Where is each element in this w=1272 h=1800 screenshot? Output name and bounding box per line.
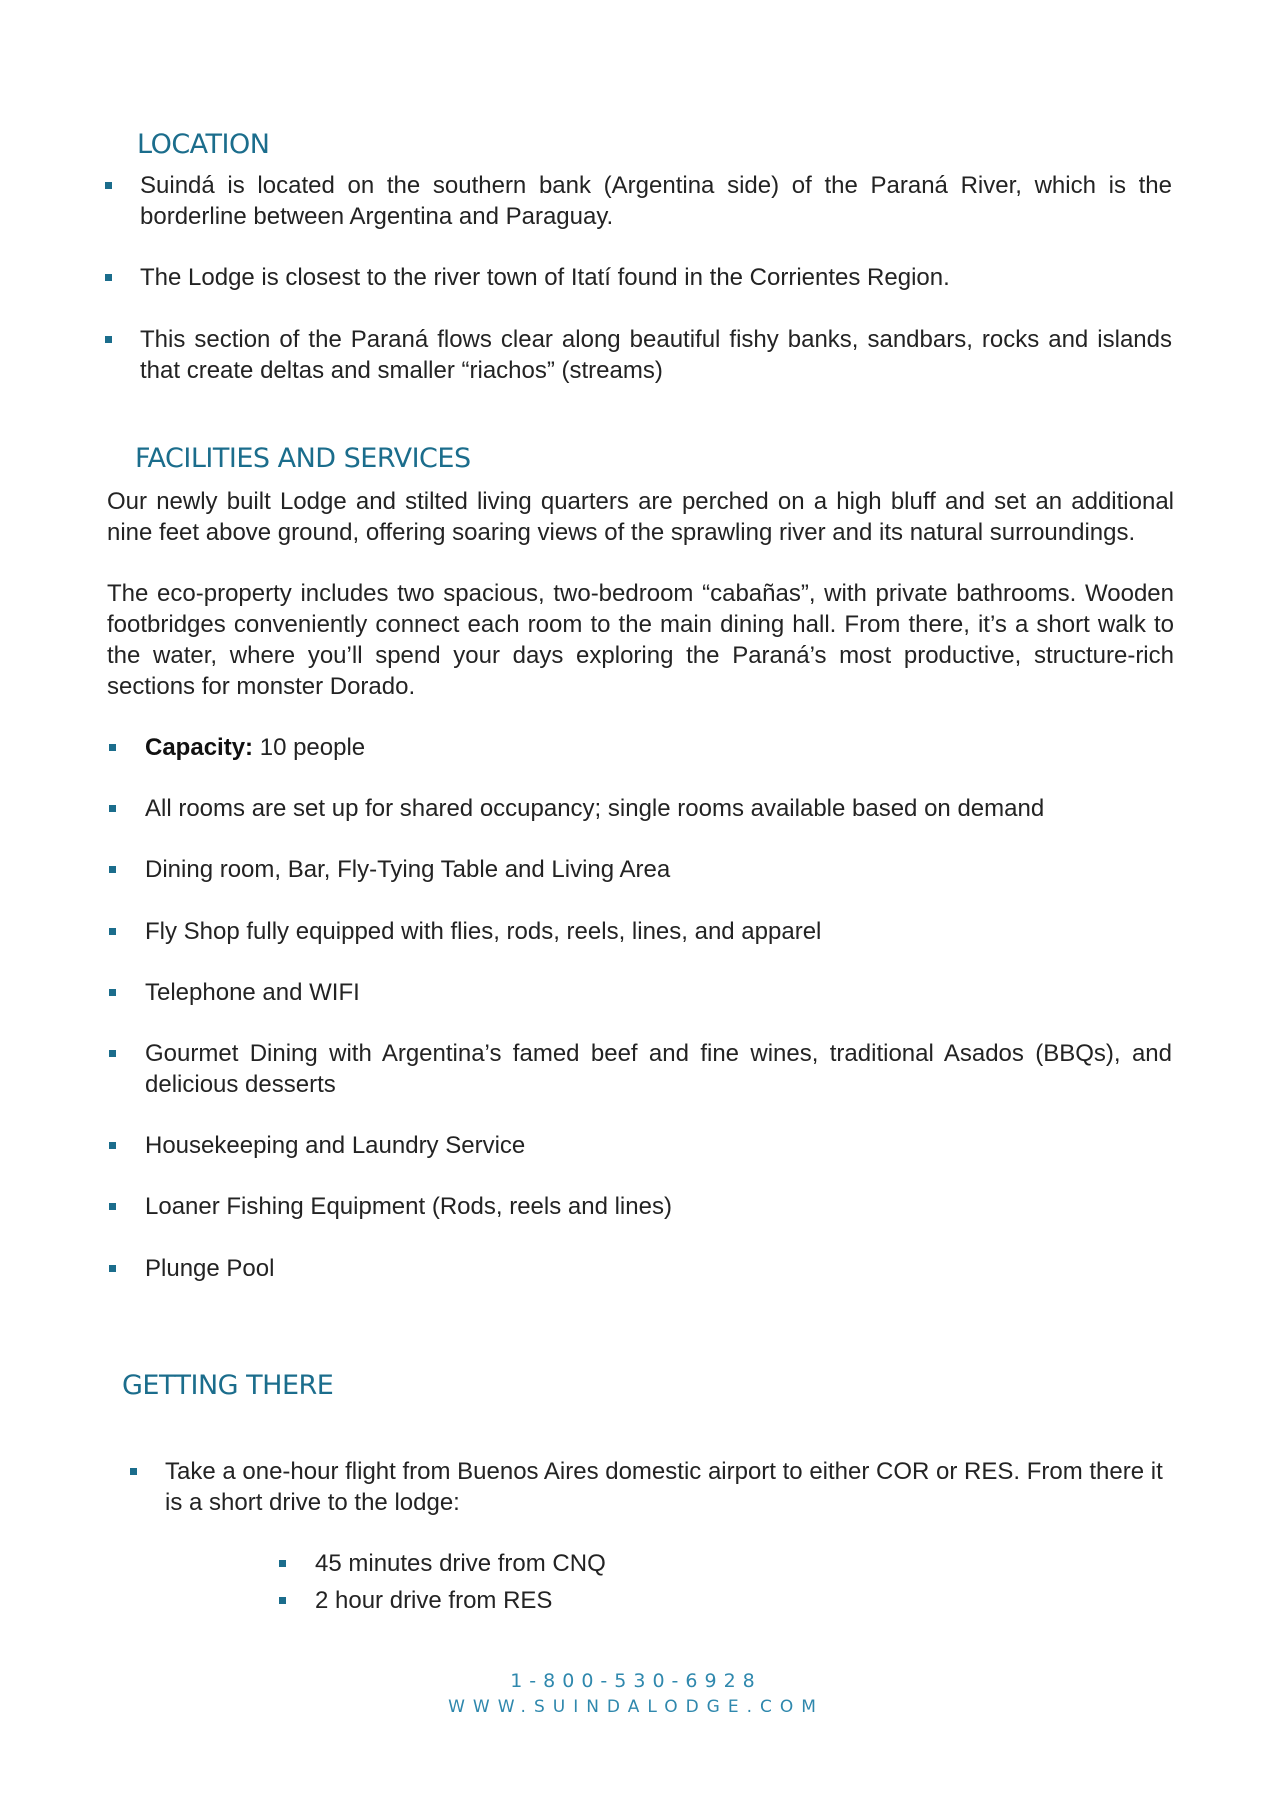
bullet-text: Take a one-hour flight from Buenos Aires domestic airport to either COR or RES. From there it is a short drive to the lodge: bbox=[165, 1458, 1163, 1516]
bullet-marker bbox=[109, 1050, 116, 1057]
location-bullet-1 bbox=[105, 170, 1172, 232]
bullet-marker bbox=[109, 805, 116, 812]
bullet-text: Gourmet Dining with Argentina’s famed beef and fine wines, traditional Asados (BBQs), and delicious desserts bbox=[145, 1040, 1172, 1098]
facilities-heading: FACILITIES AND SERVICES bbox=[135, 443, 471, 474]
bullet-text: Telephone and WIFI bbox=[145, 979, 360, 1006]
location-heading: LOCATION bbox=[137, 129, 270, 160]
bullet-marker bbox=[109, 1265, 116, 1272]
facilities-bullet bbox=[109, 1038, 1172, 1100]
bullet-marker bbox=[130, 1468, 137, 1475]
facilities-bullet bbox=[109, 916, 1172, 947]
facilities-bullet bbox=[109, 1253, 1172, 1284]
bullet-marker bbox=[109, 744, 116, 751]
bullet-text: 45 minutes drive from CNQ bbox=[315, 1550, 606, 1577]
bullet-text: Fly Shop fully equipped with flies, rods, reels, lines, and apparel bbox=[145, 918, 822, 945]
getting-there-sub-bullet bbox=[279, 1548, 979, 1579]
bullet-marker bbox=[105, 336, 112, 343]
bullet-marker bbox=[109, 928, 116, 935]
facilities-bullet bbox=[109, 793, 1172, 824]
facilities-paragraph-1: Our newly built Lodge and stilted living quarters are perched on a high bluff and set an additional nine feet above ground, offering soaring views of the sprawling river and its natural surroundings. bbox=[107, 488, 1174, 546]
bullet-marker bbox=[105, 274, 112, 281]
bullet-marker bbox=[279, 1560, 286, 1567]
facilities-bullet bbox=[109, 1130, 1172, 1161]
facilities-bullet bbox=[109, 977, 1172, 1008]
getting-there-sub-bullet bbox=[279, 1585, 979, 1616]
getting-there-bullet bbox=[130, 1456, 1170, 1518]
capacity-value: 10 people bbox=[253, 734, 366, 761]
facilities-bullet bbox=[109, 854, 1172, 885]
bullet-text: Housekeeping and Laundry Service bbox=[145, 1132, 526, 1159]
bullet-text: This section of the Paraná flows clear along beautiful fishy banks, sandbars, rocks and islands that create deltas and smaller “riachos” (streams) bbox=[140, 326, 1172, 384]
bullet-marker bbox=[279, 1597, 286, 1604]
location-bullet-3 bbox=[105, 324, 1172, 386]
location-bullet-2 bbox=[105, 262, 1172, 293]
bullet-marker bbox=[109, 866, 116, 873]
facilities-bullet-capacity bbox=[109, 732, 1172, 763]
bullet-text: The Lodge is closest to the river town of Itatí found in the Corrientes Region. bbox=[140, 264, 950, 291]
bullet-text: 2 hour drive from RES bbox=[315, 1587, 553, 1614]
footer-phone: 1-800-530-6928 bbox=[510, 1670, 762, 1692]
bullet-marker bbox=[109, 1203, 116, 1210]
bullet-marker bbox=[109, 1142, 116, 1149]
footer-website: WWW.SUINDALODGE.COM bbox=[448, 1697, 824, 1717]
capacity-label: Capacity: bbox=[145, 734, 254, 761]
bullet-text bbox=[145, 732, 1172, 763]
bullet-text: Plunge Pool bbox=[145, 1255, 275, 1282]
bullet-marker bbox=[109, 989, 116, 996]
bullet-text: Dining room, Bar, Fly-Tying Table and Living Area bbox=[145, 856, 671, 883]
facilities-paragraph-2: The eco-property includes two spacious, two-bedroom “cabañas”, with private bathrooms. Wooden footbridges conveniently connect each room to the main dining hall. From there, it’s a short walk to the water, where you’ll spend your days exploring the Paraná’s most productive, structure-rich sections for monster Dorado. bbox=[107, 580, 1174, 700]
getting-there-heading: GETTING THERE bbox=[122, 1370, 334, 1401]
bullet-text: Suindá is located on the southern bank (Argentina side) of the Paraná River, which is the borderline between Argentina and Paraguay. bbox=[140, 172, 1172, 230]
facilities-bullet bbox=[109, 1191, 1172, 1222]
bullet-marker bbox=[105, 182, 112, 189]
bullet-text: All rooms are set up for shared occupancy; single rooms available based on demand bbox=[145, 795, 1045, 822]
bullet-text: Loaner Fishing Equipment (Rods, reels and lines) bbox=[145, 1193, 672, 1220]
